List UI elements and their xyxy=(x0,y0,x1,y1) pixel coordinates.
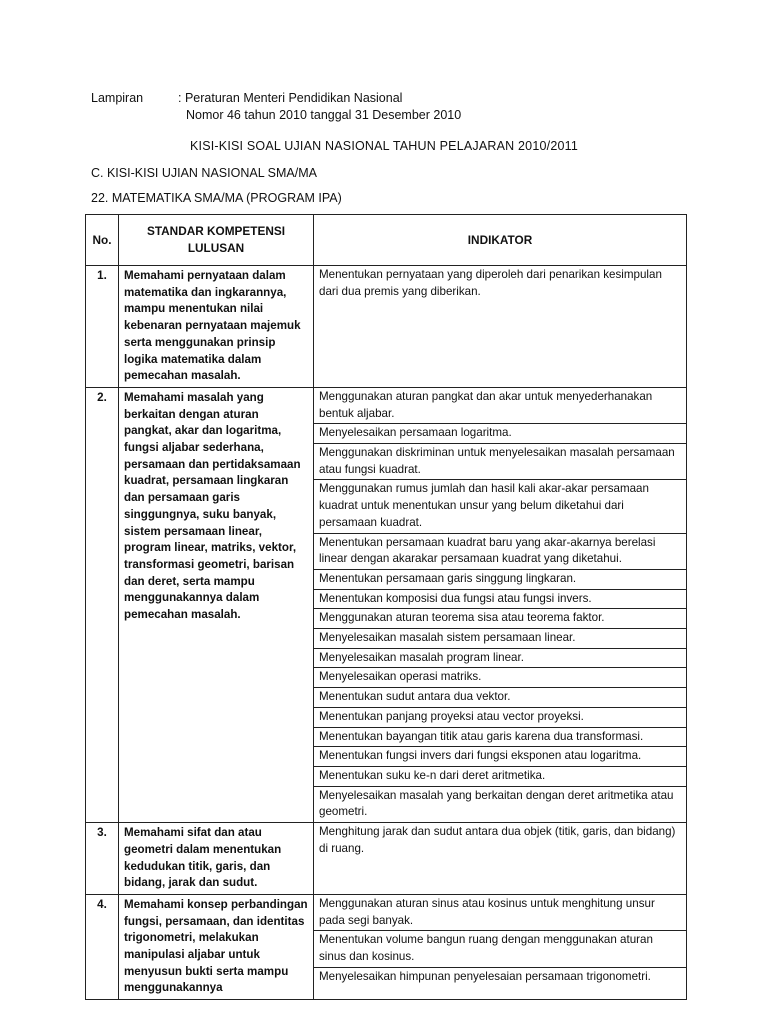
row-number: 4. xyxy=(86,894,119,999)
document-title: KISI-KISI SOAL UJIAN NASIONAL TAHUN PELAJARAN 2010/2011 xyxy=(190,139,578,153)
standar-kompetensi-cell: Memahami pernyataan dalam matematika dan ingkarannya, mampu menentukan nilai kebenaran pernyataan majemuk serta menggunakan prinsip logika matematika dalam pemecahan masalah. xyxy=(119,266,314,388)
kisi-kisi-table xyxy=(85,214,687,1000)
indikator-item: Menentukan panjang proyeksi atau vector proyeksi. xyxy=(314,708,686,728)
indikator-item: Menentukan komposisi dua fungsi atau fungsi invers. xyxy=(314,590,686,610)
indikator-item: Menentukan persamaan kuadrat baru yang akar-akarnya berelasi linear dengan akarakar persamaan kuadrat yang diketahui. xyxy=(314,534,686,570)
indikator-item: Menentukan persamaan garis singgung lingkaran. xyxy=(314,570,686,590)
indikator-cell xyxy=(314,823,687,895)
header-standar: STANDAR KOMPETENSI LULUSAN xyxy=(119,215,314,266)
indikator-cell xyxy=(314,894,687,999)
indikator-item: Menyelesaikan operasi matriks. xyxy=(314,668,686,688)
standar-kompetensi-cell: Memahami sifat dan atau geometri dalam menentukan kedudukan titik, garis, dan bidang, jarak dan sudut. xyxy=(119,823,314,895)
indikator-item: Menggunakan aturan teorema sisa atau teorema faktor. xyxy=(314,609,686,629)
indikator-item: Menyelesaikan persamaan logaritma. xyxy=(314,424,686,444)
standar-kompetensi-cell: Memahami konsep perbandingan fungsi, persamaan, dan identitas trigonometri, melakukan manipulasi aljabar untuk menyusun bukti serta mampu menggunakannya xyxy=(119,894,314,999)
indikator-item: Menggunakan aturan pangkat dan akar untuk menyederhanakan bentuk aljabar. xyxy=(314,388,686,424)
indikator-item: Menggunakan diskriminan untuk menyelesaikan masalah persamaan atau fungsi kuadrat. xyxy=(314,444,686,480)
indikator-cell xyxy=(314,266,687,388)
table-row xyxy=(86,387,687,822)
header-indikator: INDIKATOR xyxy=(314,215,687,266)
indikator-item: Menentukan volume bangun ruang dengan menggunakan aturan sinus dan kosinus. xyxy=(314,931,686,967)
header-no: No. xyxy=(86,215,119,266)
indikator-item: Menentukan fungsi invers dari fungsi eksponen atau logaritma. xyxy=(314,747,686,767)
indikator-item: Menggunakan aturan sinus atau kosinus untuk menghitung unsur pada segi banyak. xyxy=(314,895,686,931)
indikator-item: Menggunakan rumus jumlah dan hasil kali akar-akar persamaan kuadrat untuk menentukan unsur yang belum diketahui dari persamaan kuadrat. xyxy=(314,480,686,533)
row-number: 3. xyxy=(86,823,119,895)
table-row xyxy=(86,266,687,388)
table-row xyxy=(86,823,687,895)
indikator-item: Menyelesaikan masalah program linear. xyxy=(314,649,686,669)
indikator-item: Menentukan bayangan titik atau garis karena dua transformasi. xyxy=(314,728,686,748)
indikator-item: Menentukan suku ke-n dari deret aritmetika. xyxy=(314,767,686,787)
row-number: 2. xyxy=(86,387,119,822)
row-number: 1. xyxy=(86,266,119,388)
section-heading-22: 22. MATEMATIKA SMA/MA (PROGRAM IPA) xyxy=(91,191,342,205)
indikator-item: Menyelesaikan masalah yang berkaitan dengan deret aritmetika atau geometri. xyxy=(319,788,674,819)
indikator-item: Menyelesaikan masalah sistem persamaan linear. xyxy=(314,629,686,649)
indikator-cell xyxy=(314,387,687,822)
lampiran-label: Lampiran xyxy=(91,91,144,105)
indikator-item: Menentukan pernyataan yang diperoleh dari penarikan kesimpulan dari dua premis yang diberikan. xyxy=(319,268,662,298)
lampiran-regulation: : Peraturan Menteri Pendidikan Nasional xyxy=(178,91,403,105)
section-heading-c: C. KISI-KISI UJIAN NASIONAL SMA/MA xyxy=(91,166,317,180)
standar-kompetensi-cell: Memahami masalah yang berkaitan dengan aturan pangkat, akar dan logaritma, fungsi aljabar sederhana, persamaan dan pertidaksamaan kuadrat, persamaan lingkaran dan persamaan garis singgungnya, suku banyak, sistem persamaan linear, program linear, matriks, vektor, transformasi geometri, barisan dan deret, serta mampu menggunakannya dalam pemecahan masalah. xyxy=(119,387,314,822)
table-row xyxy=(86,894,687,999)
lampiran-number-date: Nomor 46 tahun 2010 tanggal 31 Desember 2010 xyxy=(186,108,462,122)
indikator-item: Menyelesaikan himpunan penyelesaian persamaan trigonometri. xyxy=(319,969,651,983)
indikator-item: Menghitung jarak dan sudut antara dua objek (titik, garis, dan bidang) di ruang. xyxy=(319,825,676,855)
indikator-item: Menentukan sudut antara dua vektor. xyxy=(314,688,686,708)
